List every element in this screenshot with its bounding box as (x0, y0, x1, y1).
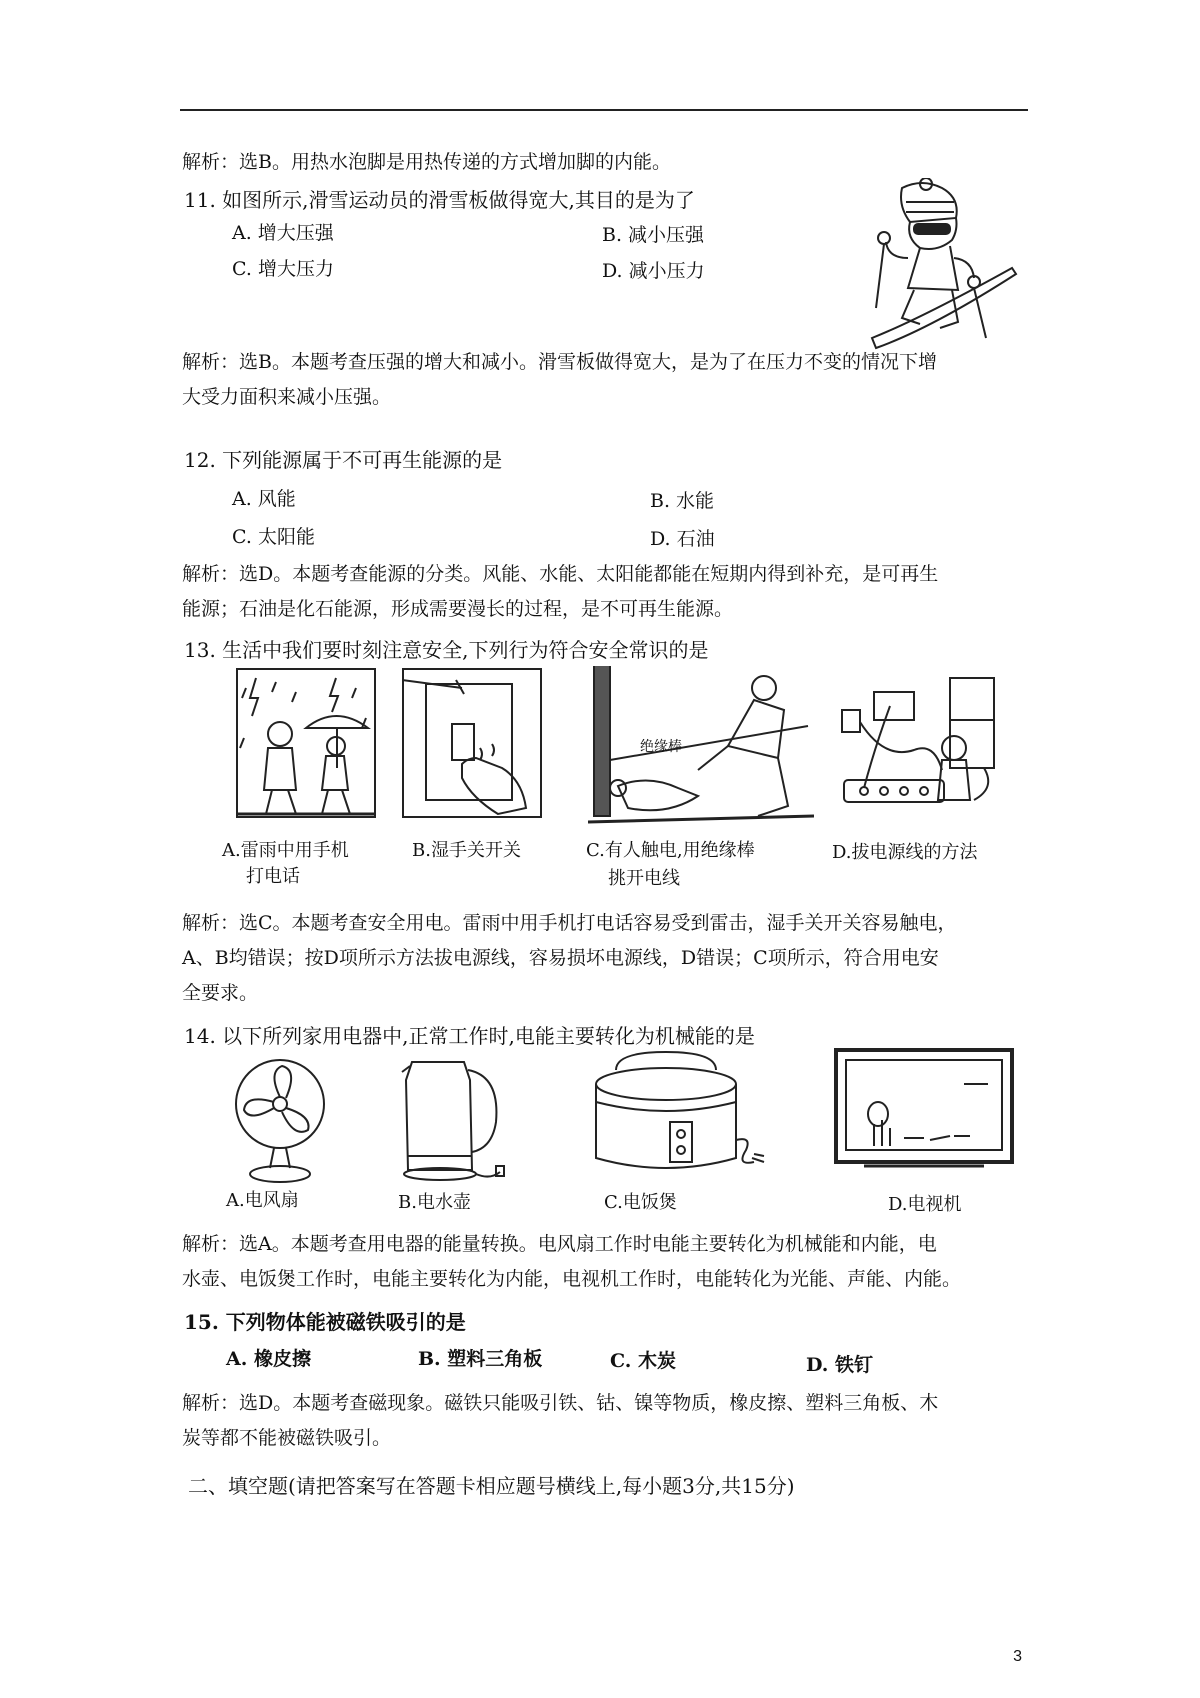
q13-analysis-line-2: A、B均错误；按D项所示方法拔电源线，容易损坏电源线，D错误；C项所示，符合用电安 (182, 947, 939, 969)
q15-analysis-line-1: 解析：选D。本题考查磁现象。磁铁只能吸引铁、钴、镍等物质，橡皮擦、塑料三角板、木 (182, 1392, 939, 1414)
q13-caption-c-line-2: 挑开电线 (608, 868, 680, 889)
q13-caption-c-line-1: C.有人触电,用绝缘棒 (586, 840, 755, 861)
skier-illustration (862, 178, 1022, 368)
electric-fan-illustration (228, 1056, 334, 1186)
q11-option-b: B. 减小压强 (602, 224, 705, 246)
wet-hand-switch-illustration (402, 668, 542, 818)
q11-option-c: C. 增大压力 (232, 258, 334, 280)
q10-analysis: 解析：选B。用热水泡脚是用热传递的方式增加脚的内能。 (182, 151, 671, 173)
section-2-heading: 二、填空题(请把答案写在答题卡相应题号横线上,每小题3分,共15分) (188, 1474, 795, 1498)
thunderstorm-phone-illustration (236, 668, 376, 818)
insulated-rod-label: 绝缘棒 (640, 739, 682, 755)
q14-caption-b: B.电水壶 (398, 1192, 471, 1213)
rice-cooker-illustration (586, 1050, 766, 1180)
television-illustration (834, 1048, 1014, 1172)
unplug-power-cord-illustration (834, 670, 1010, 820)
q15-option-a: A. 橡皮擦 (226, 1348, 311, 1370)
q13-analysis-line-1: 解析：选C。本题考查安全用电。雷雨中用手机打电话容易受到雷击，湿手关开关容易触电， (182, 912, 957, 934)
q14-analysis-line-2: 水壶、电饭煲工作时，电能主要转化为内能，电视机工作时，电能转化为光能、声能、内能。 (182, 1268, 962, 1290)
q13-analysis-line-3: 全要求。 (182, 982, 259, 1004)
q11-option-d: D. 减小压力 (602, 260, 705, 282)
q12-option-c: C. 太阳能 (232, 526, 315, 548)
page-number: 3 (1013, 1648, 1022, 1665)
q12-analysis-line-1: 解析：选D。本题考查能源的分类。风能、水能、太阳能都能在短期内得到补充，是可再生 (182, 563, 939, 585)
q12-option-d: D. 石油 (650, 528, 715, 550)
q11-analysis-line-2: 大受力面积来减小压强。 (182, 386, 392, 408)
q11-stem: 11. 如图所示,滑雪运动员的滑雪板做得宽大,其目的是为了 (184, 188, 695, 212)
insulated-rod-rescue-illustration (588, 666, 814, 826)
q11-analysis-line-1: 解析：选B。本题考查压强的增大和减小。滑雪板做得宽大，是为了在压力不变的情况下增 (182, 351, 937, 373)
q14-caption-d: D.电视机 (888, 1194, 962, 1215)
q15-option-c: C. 木炭 (610, 1350, 677, 1372)
q14-caption-c: C.电饭煲 (604, 1192, 677, 1213)
q13-caption-d: D.拔电源线的方法 (832, 842, 978, 863)
q13-stem: 13. 生活中我们要时刻注意安全,下列行为符合安全常识的是 (184, 638, 709, 662)
q15-analysis-line-2: 炭等都不能被磁铁吸引。 (182, 1427, 392, 1449)
electric-kettle-illustration (396, 1052, 506, 1188)
q14-caption-a: A.电风扇 (226, 1190, 299, 1211)
q12-stem: 12. 下列能源属于不可再生能源的是 (184, 448, 503, 472)
q15-option-b: B. 塑料三角板 (418, 1348, 543, 1370)
q14-analysis-line-1: 解析：选A。本题考查用电器的能量转换。电风扇工作时电能主要转化为机械能和内能，电 (182, 1233, 937, 1255)
q15-stem: 15. 下列物体能被磁铁吸引的是 (184, 1310, 466, 1334)
q13-caption-a-line-2: 打电话 (246, 866, 300, 887)
q12-option-a: A. 风能 (232, 488, 296, 510)
q13-caption-a-line-1: A.雷雨中用手机 (222, 840, 349, 861)
q11-option-a: A. 增大压强 (232, 222, 334, 244)
q15-option-d: D. 铁钉 (806, 1354, 874, 1376)
q14-stem: 14. 以下所列家用电器中,正常工作时,电能主要转化为机械能的是 (184, 1024, 755, 1048)
header-rule (180, 109, 1028, 111)
q13-caption-b: B.湿手关开关 (412, 840, 521, 861)
q12-analysis-line-2: 能源；石油是化石能源，形成需要漫长的过程，是不可再生能源。 (182, 598, 734, 620)
q12-option-b: B. 水能 (650, 490, 715, 512)
